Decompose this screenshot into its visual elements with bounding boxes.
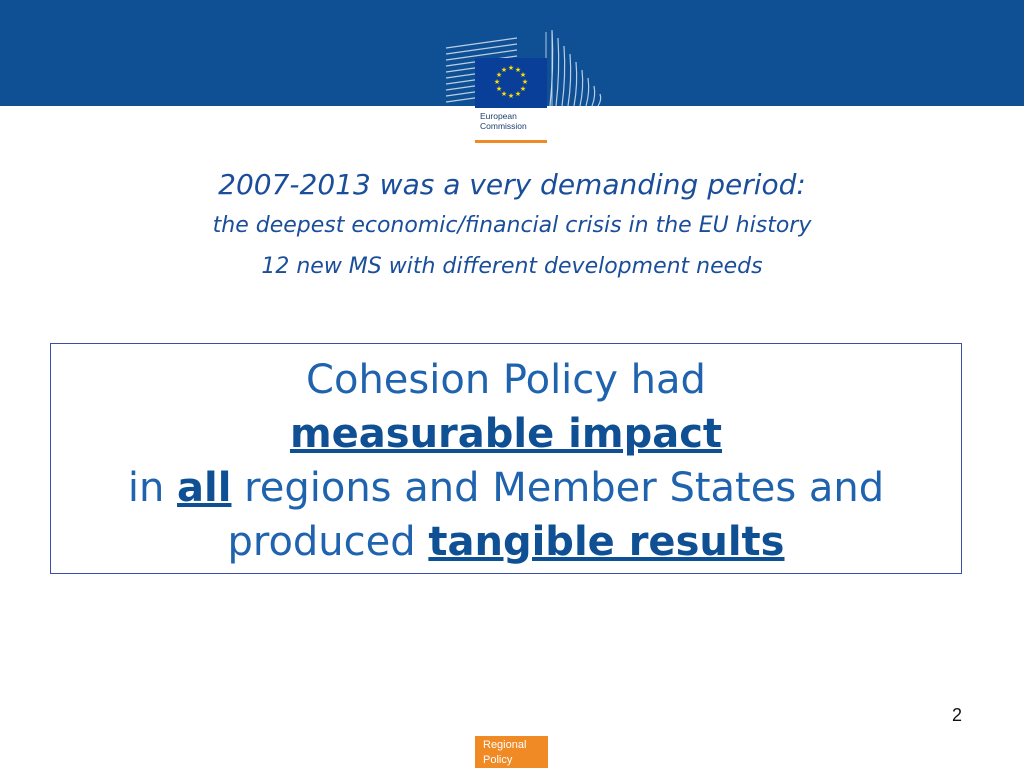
callout-line-4 [51,515,961,569]
callout-line-3 [51,461,961,515]
svg-text:★: ★ [495,85,503,93]
callout-highlight-tangible-results: tangible results [428,519,785,565]
intro-text [0,165,1024,287]
svg-text:★: ★ [521,78,529,86]
logo-card [475,58,547,143]
intro-line-1: 2007-2013 was a very demanding period: [218,168,806,201]
intro-line-3: 12 new MS with different development needs [261,254,763,279]
intro-line-2: the deepest economic/financial crisis in the EU history [212,213,812,238]
svg-text:★: ★ [500,66,508,74]
eu-flag-icon [475,58,547,108]
callout-highlight-measurable-impact: measurable impact [289,411,723,457]
svg-text:★: ★ [507,92,515,100]
svg-text:★: ★ [519,85,527,93]
callout-line-1: Cohesion Policy had [306,357,706,403]
callout-box [50,343,962,574]
svg-text:★: ★ [514,66,522,74]
logo-text-line2: Commission [480,121,527,131]
callout-line-4-prefix: produced [227,519,429,565]
european-commission-logo [442,28,606,142]
callout-highlight-all: all [177,465,232,511]
logo-text [480,111,527,131]
footer-tab-line1: Regional [483,739,527,751]
callout-line-2 [51,407,961,461]
callout-line-3-suffix: regions and Member States and [231,465,885,511]
callout-line-3-prefix: in [127,465,178,511]
logo-text-line1: European [480,111,517,121]
page-number: 2 [951,705,962,725]
footer-tab-line2: Policy [483,754,513,766]
svg-text:★: ★ [495,71,503,79]
svg-text:★: ★ [500,90,508,98]
svg-text:★: ★ [493,78,501,86]
svg-text:★: ★ [519,71,527,79]
regional-policy-tab [475,736,548,768]
svg-text:★: ★ [514,90,522,98]
callout-text [51,353,961,569]
svg-text:★: ★ [507,64,515,72]
